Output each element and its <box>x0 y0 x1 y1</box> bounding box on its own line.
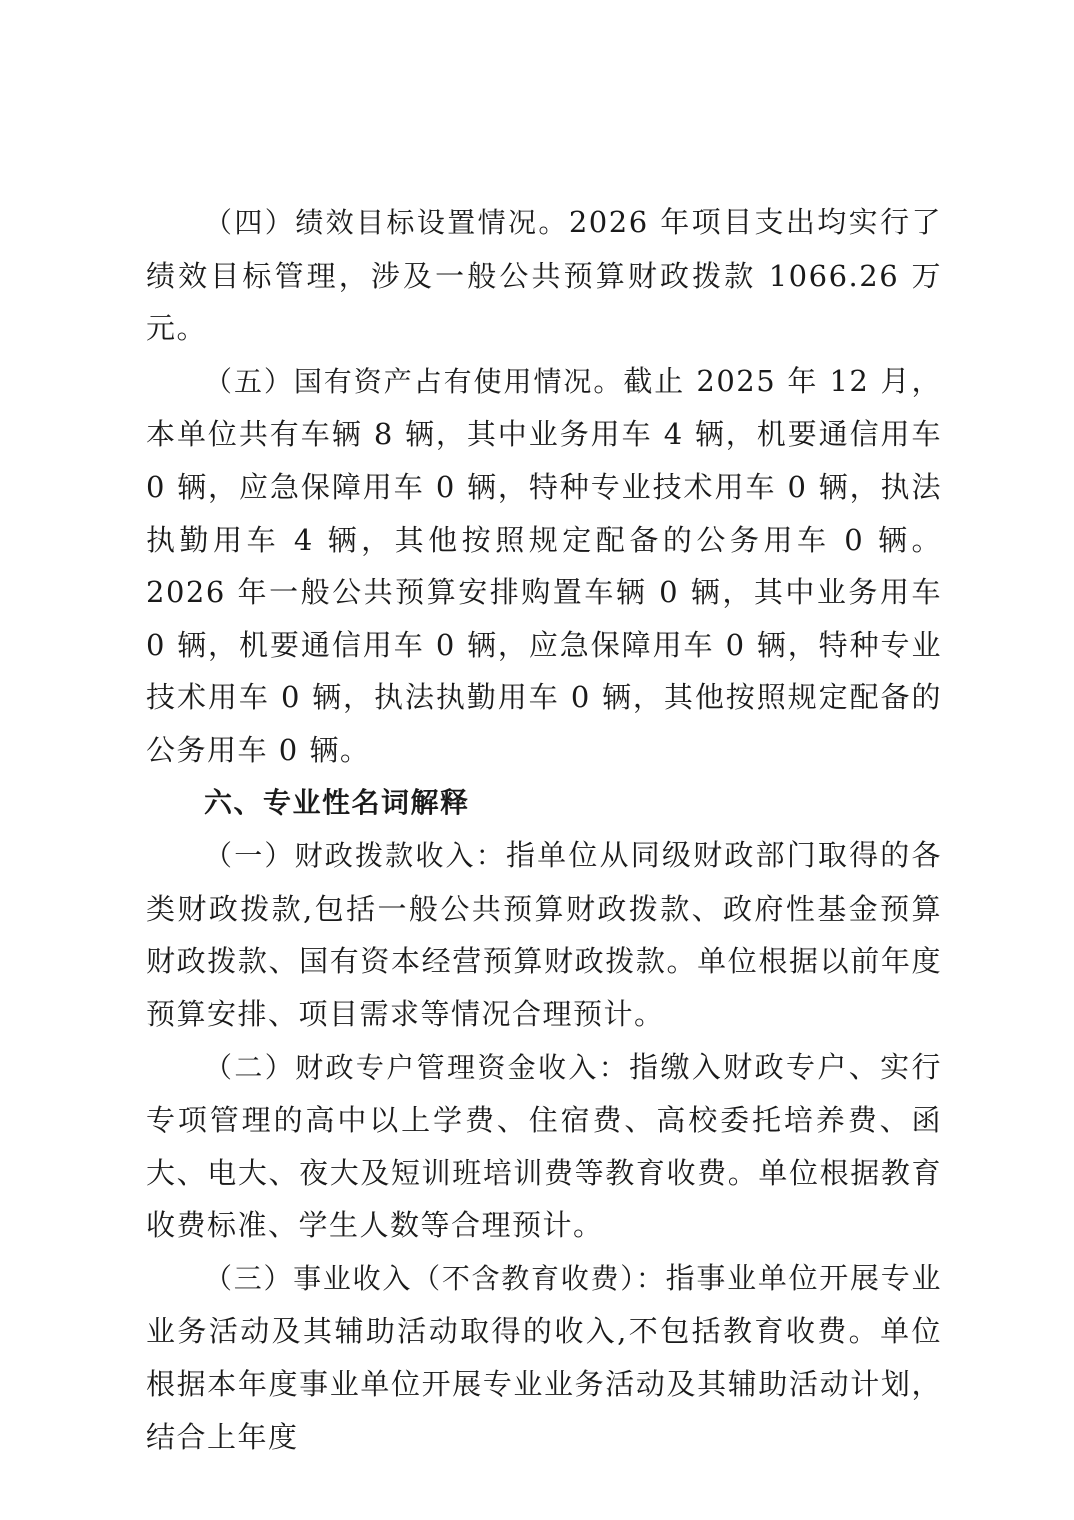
paragraph-state-assets <box>146 355 942 777</box>
paragraph-text: 2026 年项目支出均实行了绩效目标管理，涉及一般公共预算财政拨款 1066.26 万元。 <box>146 205 942 346</box>
definition-text: 指事业单位开展专业业务活动及其辅助活动取得的收入,不包括教育收费。单位根据本年度事业单位开展专业业务活动及其辅助活动计划，结合上年度 <box>146 1260 942 1454</box>
definition-special-account-income <box>146 1041 942 1252</box>
paragraph-text: 截止 2025 年 12 月，本单位共有车辆 8 辆，其中业务用车 4 辆，机要通信用车 0 辆，应急保障用车 0 辆，特种专业技术用车 0 辆，执法执勤用车 4 辆，其他按照规定配备的公务用车 0 辆。2026 年一般公共预算安排购置车辆 0 辆，其中业务用车 0 辆，机要通信用车 0 辆，应急保障用车 0 辆，特种专业技术用车 0 辆，执法执勤用车 0 辆，其他按照规定配备的公务用车 0 辆。 <box>146 363 942 767</box>
paragraph-lead: （四）绩效目标设置情况。 <box>204 206 569 239</box>
definition-text: 指缴入财政专户、实行专项管理的高中以上学费、住宿费、高校委托培养费、函大、电大、夜大及短训班培训费等教育收费。单位根据教育收费标准、学生人数等合理预计。 <box>146 1049 942 1243</box>
document-body <box>146 196 942 1463</box>
definition-term: （三）事业收入（不含教育收费）： <box>204 1261 666 1295</box>
paragraph-lead: （五）国有资产占有使用情况。 <box>204 364 624 398</box>
section-heading: 六、专业性名词解释 <box>204 785 470 819</box>
definition-business-income <box>146 1252 942 1463</box>
definition-fiscal-appropriation <box>146 829 942 1040</box>
definition-term: （二）财政专户管理资金收入： <box>204 1050 630 1084</box>
definition-term: （一）财政拨款收入： <box>204 839 506 873</box>
paragraph-performance-targets <box>146 196 942 355</box>
definition-text: 指单位从同级财政部门取得的各类财政拨款,包括一般公共预算财政拨款、政府性基金预算财政拨款、国有资本经营预算财政拨款。单位根据以前年度预算安排、项目需求等情况合理预计。 <box>146 838 942 1031</box>
